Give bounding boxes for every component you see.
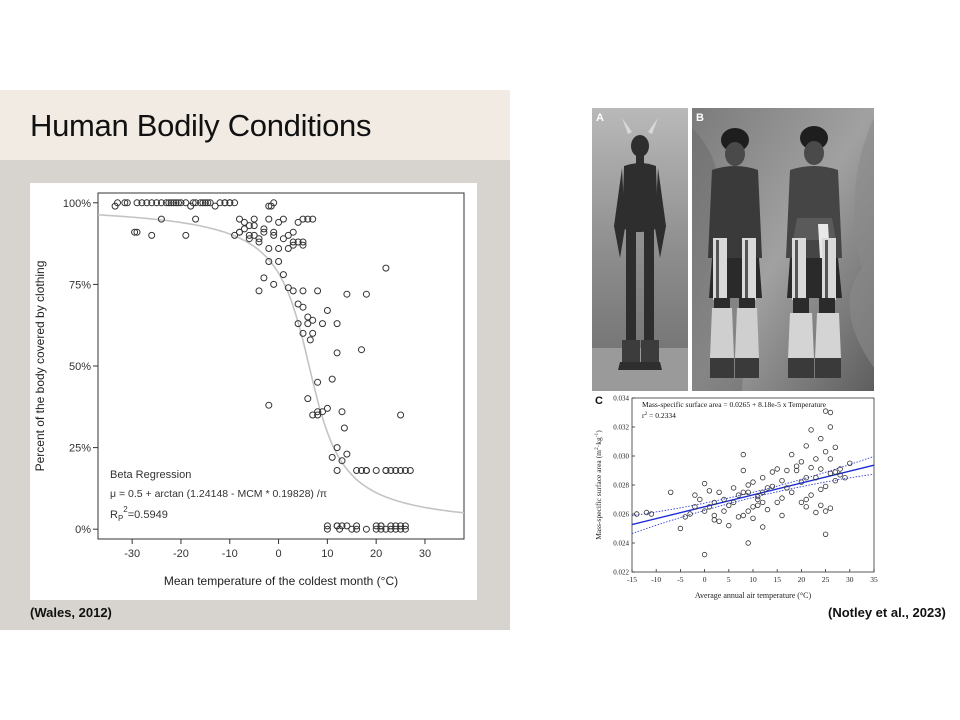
- data-point: [848, 461, 853, 466]
- y-tick-label: 75%: [68, 279, 91, 292]
- data-point: [746, 509, 751, 514]
- data-point: [751, 480, 756, 485]
- data-point: [329, 454, 335, 460]
- confidence-band-lower: [632, 474, 874, 533]
- data-point: [727, 523, 732, 528]
- data-point: [149, 232, 155, 238]
- x-tick-label: 30: [846, 575, 854, 584]
- data-point: [823, 484, 828, 489]
- data-point: [324, 308, 330, 314]
- x-tick-label: 20: [370, 548, 383, 560]
- data-point: [804, 444, 809, 449]
- data-point: [799, 500, 804, 505]
- data-point: [809, 493, 814, 498]
- x-tick-label: 15: [773, 575, 781, 584]
- data-point: [300, 304, 306, 310]
- y-tick-label: 0.032: [613, 423, 629, 432]
- data-point: [290, 288, 296, 294]
- data-point: [702, 552, 707, 557]
- x-tick-label: -20: [173, 548, 189, 560]
- surface-area-chart: [592, 392, 882, 610]
- data-point: [276, 246, 282, 252]
- y-axis-label: Mass-specific surface area $(m^2\cdot kg^{-1})$: [594, 430, 603, 540]
- y-tick-label: 0.030: [613, 452, 629, 461]
- photo-b-label: B: [696, 112, 704, 124]
- data-point: [334, 321, 340, 327]
- data-point: [280, 272, 286, 278]
- data-point: [717, 519, 722, 524]
- photo-a-label: A: [596, 112, 604, 124]
- data-point: [398, 412, 404, 418]
- data-point: [698, 497, 703, 502]
- data-point: [789, 452, 794, 457]
- surface-area-chart-svg: [592, 392, 882, 610]
- data-point: [741, 490, 746, 495]
- annotation-line-3: $R_P^2=0.5949$: [110, 505, 168, 523]
- data-point: [688, 512, 693, 517]
- data-point: [741, 452, 746, 457]
- data-point: [305, 396, 311, 402]
- data-point: [819, 436, 824, 441]
- data-point: [804, 505, 809, 510]
- data-point: [804, 497, 809, 502]
- y-tick-label: 0.026: [613, 510, 629, 519]
- x-tick-label: 20: [797, 575, 806, 584]
- data-point: [756, 497, 761, 502]
- data-point: [780, 478, 785, 483]
- data-point: [344, 451, 350, 457]
- data-point: [751, 505, 756, 510]
- data-point: [334, 445, 340, 451]
- x-tick-label: 25: [821, 575, 830, 584]
- data-point: [363, 526, 369, 532]
- y-tick-label: 0.024: [613, 539, 629, 548]
- x-axis-label: Mean temperature of the coldest month (°C): [163, 574, 399, 588]
- data-point: [702, 481, 707, 486]
- data-point: [271, 281, 277, 287]
- data-point: [814, 510, 819, 515]
- data-point: [693, 493, 698, 498]
- data-point: [717, 490, 722, 495]
- data-point: [307, 337, 313, 343]
- data-point: [828, 457, 833, 462]
- data-point: [823, 532, 828, 537]
- data-point: [329, 376, 335, 382]
- data-point: [765, 507, 770, 512]
- data-point: [727, 503, 732, 508]
- photo-panel-svg: [592, 108, 874, 391]
- data-point: [678, 526, 683, 531]
- data-point: [760, 500, 765, 505]
- data-point: [300, 288, 306, 294]
- data-point: [819, 467, 824, 472]
- x-tick-label: -10: [221, 548, 238, 560]
- data-point: [760, 525, 765, 530]
- x-tick-label: -10: [651, 575, 662, 584]
- data-point: [305, 321, 311, 327]
- data-point: [731, 486, 736, 491]
- x-tick-label: 10: [321, 548, 334, 560]
- data-point: [809, 428, 814, 433]
- x-axis-label: Average annual air temperature (°C): [694, 591, 812, 600]
- x-tick-label: 5: [726, 575, 731, 584]
- plot-frame: [632, 398, 874, 572]
- x-tick-label: 35: [870, 575, 878, 584]
- data-point: [359, 347, 365, 353]
- data-point: [756, 503, 761, 508]
- data-point: [770, 470, 775, 475]
- data-point: [644, 510, 649, 515]
- data-point: [780, 513, 785, 518]
- y-tick-label: 0%: [75, 524, 91, 537]
- data-point: [290, 229, 296, 235]
- data-point: [280, 236, 286, 242]
- data-point: [315, 379, 321, 385]
- data-point: [324, 405, 330, 411]
- data-point: [320, 321, 326, 327]
- data-point: [785, 468, 790, 473]
- data-point: [261, 275, 267, 281]
- data-point: [266, 216, 272, 222]
- clothing-coverage-chart: [30, 183, 477, 600]
- data-point: [334, 468, 340, 474]
- data-point: [736, 493, 741, 498]
- data-point: [746, 483, 751, 488]
- photo-c-label: C: [595, 395, 603, 407]
- r-squared-label: $r^2 = 0.2334$: [642, 411, 676, 420]
- equation-label: Mass-specific surface area = 0.0265 + 8.18e-5 x Temperature: [642, 400, 826, 409]
- data-point: [722, 509, 727, 514]
- data-point: [266, 246, 272, 252]
- data-point: [814, 457, 819, 462]
- x-tick-label: -5: [677, 575, 684, 584]
- data-point: [828, 410, 833, 415]
- data-point: [363, 291, 369, 297]
- photo-a: [592, 108, 688, 391]
- data-point: [635, 512, 640, 517]
- y-tick-label: 50%: [68, 361, 91, 373]
- data-point: [746, 541, 751, 546]
- data-point: [373, 468, 379, 474]
- citation-left: (Wales, 2012): [30, 605, 112, 620]
- data-point: [741, 468, 746, 473]
- data-point: [649, 512, 654, 517]
- x-tick-label: 0: [702, 575, 707, 584]
- annotation-line-2: μ = 0.5 + arctan (1.24148 - MCM * 0.19828) /π: [110, 488, 327, 500]
- y-tick-label: 0.028: [613, 481, 629, 490]
- x-tick-label: 30: [418, 548, 432, 560]
- data-point: [799, 460, 804, 465]
- data-point: [746, 490, 751, 495]
- data-point: [212, 203, 218, 209]
- data-point: [751, 516, 756, 521]
- y-tick-label: 0.034: [613, 394, 629, 403]
- data-point: [775, 500, 780, 505]
- data-point: [193, 216, 199, 222]
- y-tick-label: 0.022: [613, 568, 629, 577]
- data-point: [780, 496, 785, 501]
- data-point: [770, 484, 775, 489]
- data-point: [819, 487, 824, 492]
- data-point: [383, 265, 389, 271]
- confidence-band-upper: [632, 456, 874, 515]
- data-point: [809, 465, 814, 470]
- data-point: [183, 232, 189, 238]
- data-point: [760, 475, 765, 480]
- data-point: [823, 449, 828, 454]
- photo-b: [692, 108, 874, 391]
- data-point: [280, 216, 286, 222]
- data-point: [256, 288, 262, 294]
- data-point: [722, 497, 727, 502]
- data-point: [707, 489, 712, 494]
- data-point: [775, 467, 780, 472]
- data-point: [310, 330, 316, 336]
- x-tick-label: -30: [124, 548, 141, 560]
- data-point: [828, 471, 833, 476]
- y-tick-label: 100%: [62, 197, 91, 210]
- data-point: [266, 402, 272, 408]
- data-point: [341, 425, 347, 431]
- y-axis-label: Percent of the body covered by clothing: [33, 260, 47, 472]
- data-point: [251, 216, 257, 222]
- citation-right: (Notley et al., 2023): [828, 605, 946, 620]
- data-point: [702, 509, 707, 514]
- data-point: [823, 409, 828, 414]
- data-point: [237, 229, 243, 235]
- data-point: [334, 350, 340, 356]
- x-tick-label: 0: [275, 548, 282, 560]
- data-point: [339, 409, 345, 415]
- data-point: [823, 509, 828, 514]
- data-point: [736, 515, 741, 520]
- data-point: [315, 288, 321, 294]
- data-point: [828, 506, 833, 511]
- data-point: [789, 490, 794, 495]
- photo-panel: [592, 108, 874, 391]
- annotation-line-1: Beta Regression: [110, 469, 192, 481]
- clothing-chart-svg: [30, 183, 477, 600]
- data-point: [276, 259, 282, 265]
- data-point: [833, 445, 838, 450]
- x-tick-label: 10: [749, 575, 757, 584]
- x-tick-label: -15: [627, 575, 637, 584]
- data-point: [828, 425, 833, 430]
- y-tick-label: 25%: [68, 442, 91, 455]
- data-point: [668, 490, 673, 495]
- data-point: [741, 513, 746, 518]
- data-point: [833, 470, 838, 475]
- data-point: [765, 486, 770, 491]
- slide-title: Human Bodily Conditions: [30, 108, 372, 143]
- data-point: [344, 291, 350, 297]
- data-point: [819, 503, 824, 508]
- data-point: [843, 475, 848, 480]
